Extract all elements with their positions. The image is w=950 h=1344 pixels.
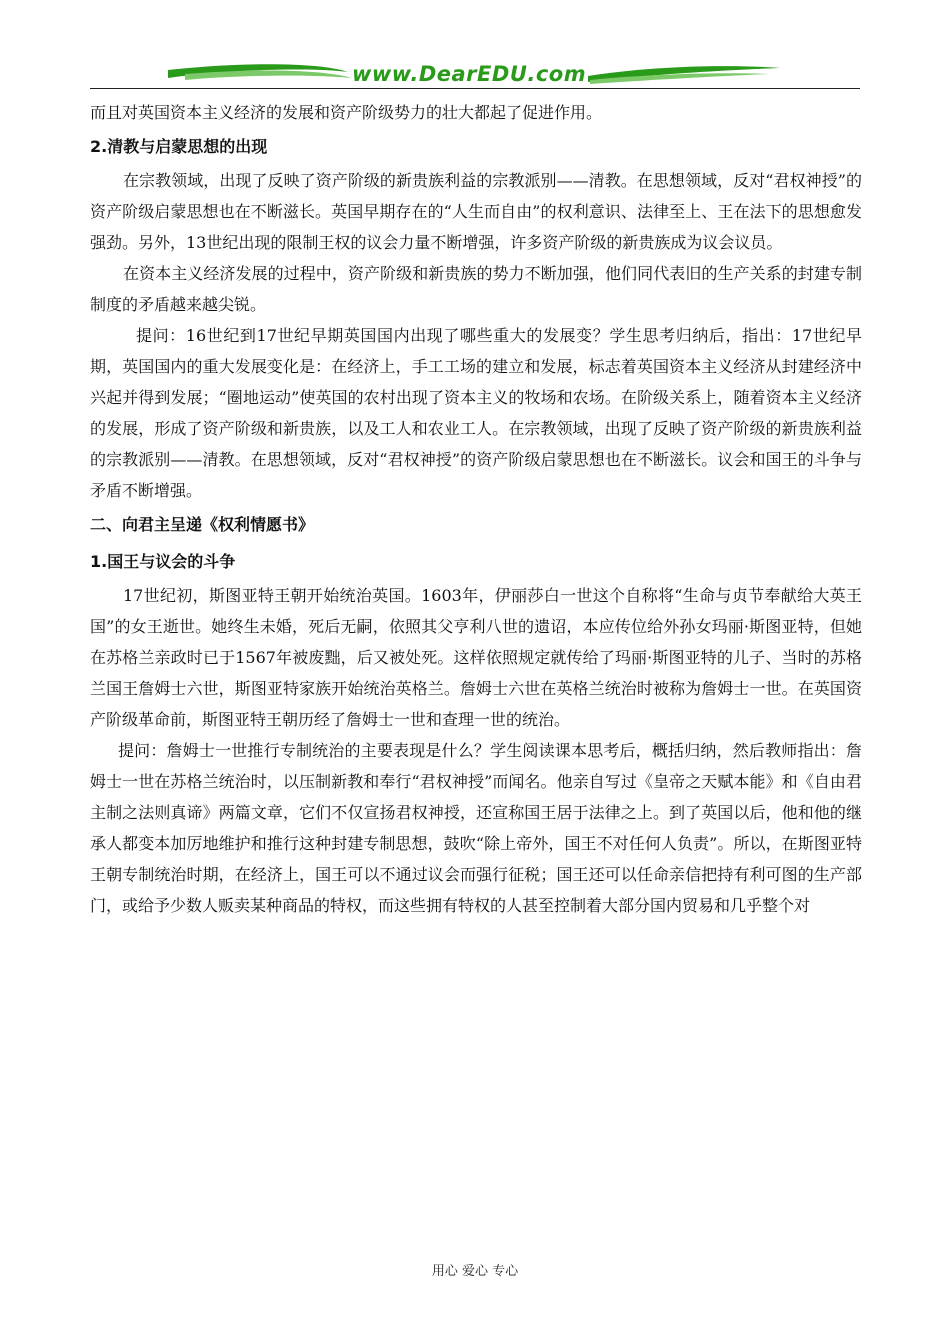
body-paragraph: 提问：詹姆士一世推行专制统治的主要表现是什么？学生阅读课本思考后，概括归纳，然后教师指出：詹姆士一世在苏格兰统治时，以压制新教和奉行“君权神授”而闻名。他亲自写过《皇帝之天赋本能》和《自由君主制之法则真谛》两篇文章，它们不仅宣扬君权神授，还宣称国王居于法律之上。到了英国以后，他和他的继承人都变本加厉地维护和推行这种封建专制思想，鼓吹“除上帝外，国王不对任何人负责”。所以，在斯图亚特王朝专制统治时期，在经济上，国王可以不通过议会而强行征税；国王还可以任命亲信把持有利可图的生产部门，或给予少数人贩卖某种商品的特权，而这些拥有特权的人甚至控制着大部分国内贸易和几乎整个对 — [90, 741, 862, 915]
site-url: www.DearEDU.com — [352, 62, 587, 86]
body-paragraph: 17世纪初，斯图亚特王朝开始统治英国。1603年，伊丽莎白一世这个自称将“生命与贞节奉献给大英王国”的女王逝世。她终生未婚，死后无嗣，依照其父亨利八世的遗诏，本应传位给外孙女玛丽·斯图亚特，但她在苏格兰亲政时已于1567年被废黜，后又被处死。这样依照规定就传给了玛丽·斯图亚特的儿子、当时的苏格兰国王詹姆士六世，斯图亚特家族开始统治英格兰。詹姆士六世在英格兰统治时被称为詹姆士一世。在英国资产阶级革命前，斯图亚特王朝历经了詹姆士一世和查理一世的统治。 — [90, 586, 862, 729]
body-paragraph: 提问：16世纪到17世纪早期英国国内出现了哪些重大的发展变？学生思考归纳后，指出：17世纪早期，英国国内的重大发展变化是：在经济上，手工工场的建立和发展，标志着英国资本主义经济从封建经济中兴起并得到发展；“圈地运动”使英国的农村出现了资本主义的牧场和农场。在阶级关系上，随着资本主义经济的发展，形成了资产阶级和新贵族，以及工人和农业工人。在宗教领域，出现了反映了资产阶级的新贵族利益的宗教派别——清教。在思想领域，反对“君权神授”的资产阶级启蒙思想也在不断滋长。议会和国王的斗争与矛盾不断增强。 — [90, 326, 862, 500]
document-body — [90, 97, 862, 921]
section-heading: 1.国王与议会的斗争 — [90, 552, 236, 571]
section-heading: 2.清教与启蒙思想的出现 — [90, 137, 268, 156]
body-paragraph: 在资本主义经济发展的过程中，资产阶级和新贵族的势力不断加强，他们同代表旧的生产关系的封建专制制度的矛盾越来越尖锐。 — [90, 264, 862, 314]
header-divider — [90, 88, 860, 89]
section-heading: 二、向君主呈递《权利情愿书》 — [90, 515, 315, 534]
body-paragraph: 而且对英国资本主义经济的发展和资产阶级势力的壮大都起了促进作用。 — [90, 103, 603, 122]
body-paragraph: 在宗教领域，出现了反映了资产阶级的新贵族利益的宗教派别——清教。在思想领域，反对“君权神授”的资产阶级启蒙思想也在不断滋长。英国早期存在的“人生而自由”的权利意识、法律至上、王在法下的思想愈发强劲。另外，13世纪出现的限制王权的议会力量不断增强，许多资产阶级的新贵族成为议会议员。 — [90, 171, 862, 252]
page-footer: 用心 爱心 专心 — [431, 1264, 519, 1279]
